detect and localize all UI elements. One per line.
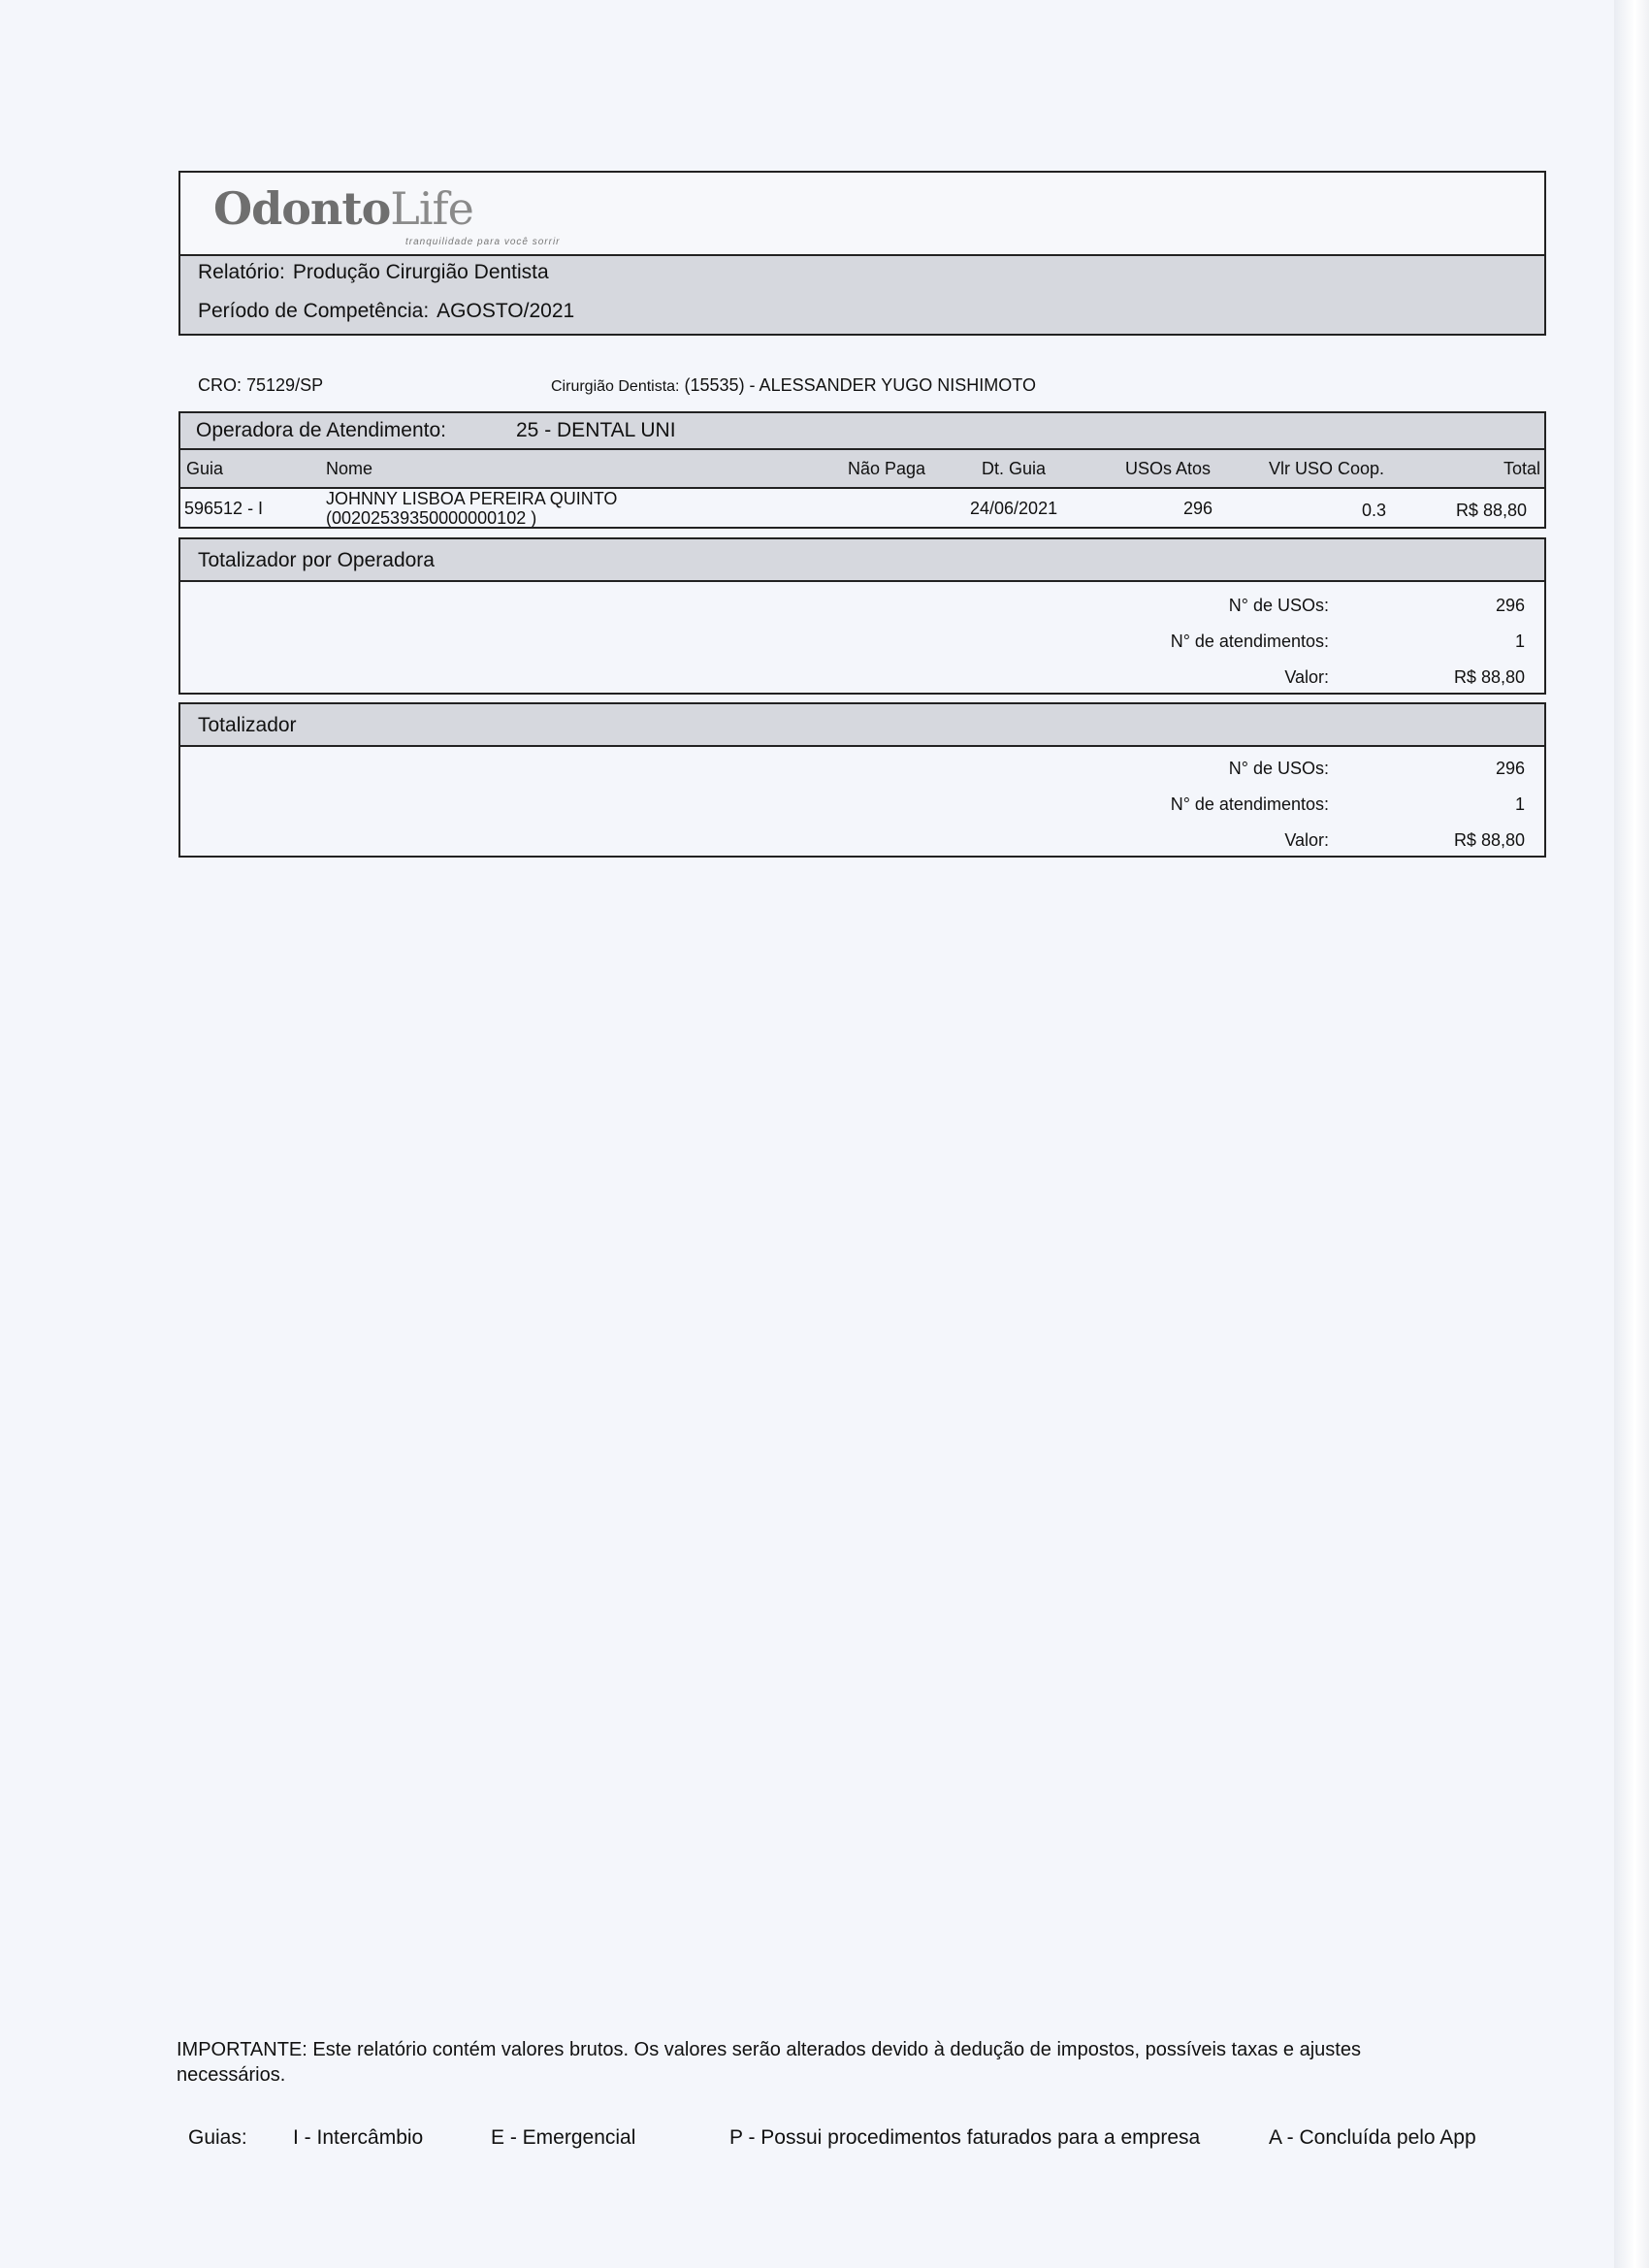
- col-guia: Guia: [186, 459, 224, 478]
- row-carteira: (00202539350000000102 ): [326, 508, 537, 528]
- logo: [180, 173, 1544, 256]
- col-vlr-uso: Vlr USO Coop.: [1269, 459, 1385, 478]
- legend-emergencial: E - Emergencial: [491, 2126, 636, 2149]
- col-nao-paga: Não Paga: [848, 459, 926, 478]
- cro-value: 75129/SP: [246, 375, 324, 395]
- dentist-label: Cirurgião Dentista:: [551, 378, 680, 395]
- dentist-value: (15535) - ALESSANDER YUGO NISHIMOTO: [684, 375, 1036, 395]
- row-nome: JOHNNY LISBOA PEREIRA QUINTO: [326, 489, 618, 508]
- legend-app: A - Concluída pelo App: [1269, 2126, 1476, 2149]
- logo-tagline: tranquilidade para você sorrir: [405, 237, 561, 247]
- operadora-header: [180, 413, 1544, 450]
- logo-wordmark: OdontoLife: [213, 182, 473, 235]
- cro-info: [198, 375, 323, 396]
- op-valor-value: R$ 88,80: [1453, 667, 1525, 687]
- table-column-headers: [180, 450, 1544, 489]
- col-usos-atos: USOs Atos: [1125, 459, 1212, 478]
- totalizador-operadora: [178, 537, 1546, 695]
- operadora-label: Operadora de Atendimento:: [196, 419, 447, 441]
- legend-intercambio: I - Intercâmbio: [293, 2126, 424, 2149]
- report-period: [198, 300, 574, 323]
- report-type: [198, 261, 549, 284]
- totalizador: [178, 702, 1546, 858]
- row-vlr-uso: 0.3: [1362, 501, 1387, 520]
- col-total: Total: [1503, 459, 1540, 478]
- totalizador-title: Totalizador: [198, 714, 297, 736]
- tot-valor-value: R$ 88,80: [1453, 830, 1525, 850]
- report-period-label: Período de Competência:: [198, 300, 430, 322]
- table-row: [180, 489, 1544, 531]
- op-atend-value: 1: [1514, 632, 1525, 651]
- important-note: IMPORTANTE: Este relatório contém valores brutos. Os valores serão alterados devido à dedução de impostos, possíveis taxas e ajustes necessários.: [177, 2039, 1361, 2086]
- op-usos-value: 296: [1495, 596, 1525, 615]
- row-divider: [180, 527, 1544, 529]
- totalizador-operadora-header: [180, 539, 1544, 582]
- report-type-value: Produção Cirurgião Dentista: [292, 261, 549, 283]
- legend-label: Guias:: [188, 2126, 247, 2149]
- row-usos-atos: 296: [1183, 499, 1213, 518]
- op-atend-label: N° de atendimentos:: [1170, 632, 1329, 651]
- tot-atend-label: N° de atendimentos:: [1170, 794, 1329, 814]
- tot-atend-value: 1: [1514, 794, 1525, 814]
- tot-usos-value: 296: [1495, 759, 1525, 778]
- cro-label: CRO:: [198, 375, 242, 395]
- report-header: [178, 171, 1546, 336]
- report-type-label: Relatório:: [198, 261, 285, 283]
- report-period-value: AGOSTO/2021: [436, 300, 575, 322]
- row-guia: 596512 - I: [184, 499, 264, 518]
- tot-valor-label: Valor:: [1284, 830, 1329, 850]
- row-dt-guia: 24/06/2021: [970, 499, 1058, 518]
- operadora-value: 25 - DENTAL UNI: [516, 419, 676, 441]
- page-edge: [1614, 0, 1649, 2268]
- operadora-table: [178, 411, 1546, 529]
- op-valor-label: Valor:: [1284, 667, 1329, 687]
- totalizador-operadora-title: Totalizador por Operadora: [198, 549, 435, 571]
- dentist-info: [551, 375, 1036, 396]
- row-total: R$ 88,80: [1455, 501, 1527, 520]
- totalizador-header: [180, 704, 1544, 747]
- op-usos-label: N° de USOs:: [1228, 596, 1329, 615]
- col-nome: Nome: [326, 459, 373, 478]
- tot-usos-label: N° de USOs:: [1228, 759, 1329, 778]
- legend-faturados: P - Possui procedimentos faturados para a empresa: [729, 2126, 1201, 2149]
- col-dt-guia: Dt. Guia: [982, 459, 1047, 478]
